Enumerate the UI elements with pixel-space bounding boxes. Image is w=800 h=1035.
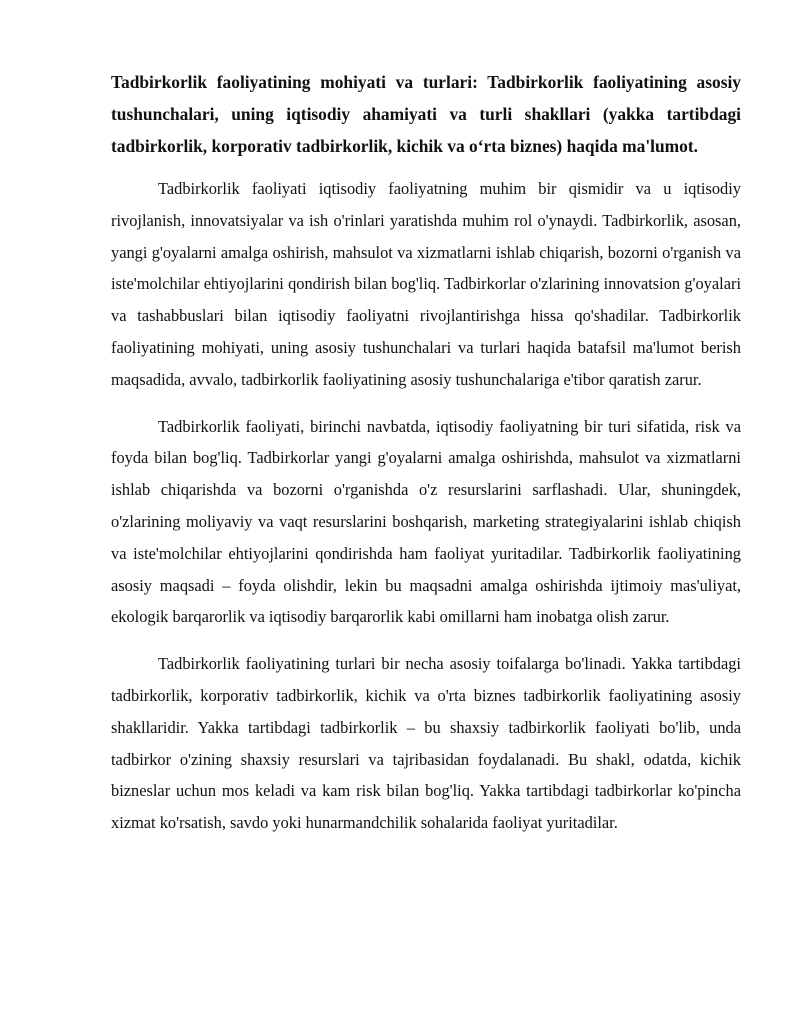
paragraph-3: Tadbirkorlik faoliyatining turlari bir necha asosiy toifalarga bo'linadi. Yakka tartibdagi tadbirkorlik, korporativ tadbirkorlik, kichik va o'rta biznes tadbirkorlik faoliyatining asosiy shakllaridir. Yakka tartibdagi tadbirkorlik – bu shaxsiy tadbirkorlik faoliyati bo'lib, unda tadbirkor o'zining shaxsiy resurslari va tajribasidan foydalanadi. Bu shakl, odatda, kichik bizneslar uchun mos keladi va kam risk bilan bog'liq. Yakka tartibdagi tadbirkorlar ko'pincha xizmat ko'rsatish, savdo yoki hunarmandchilik sohalarida faoliyat yuritadilar. [111, 654, 741, 833]
document-title: Tadbirkorlik faoliyatining mohiyati va turlari: Tadbirkorlik faoliyatining asosiy tushunchalari, uning iqtisodiy ahamiyati va turli shakllari (yakka tartibdagi tadbirkorlik, korporativ tadbirkorlik, kichik va o‘rta biznes) haqida ma'lumot. [111, 72, 741, 156]
paragraph-1: Tadbirkorlik faoliyati iqtisodiy faoliyatning muhim bir qismidir va u iqtisodiy rivojlanish, innovatsiyalar va ish o'rinlari yaratishda muhim rol o'ynaydi. Tadbirkorlik, asosan, yangi g'oyalarni amalga oshirish, mahsulot va xizmatlarni ishlab chiqarish, bozorni o'rganish va iste'molchilar ehtiyojlarini qondirish bilan bog'liq. Tadbirkorlar o'zlarining innovatsion g'oyalari va tashabbuslari bilan iqtisodiy faoliyatni rivojlantirishga hissa qo'shadilar. Tadbirkorlik faoliyatining mohiyati, uning asosiy tushunchalari va turlari haqida batafsil ma'lumot berish maqsadida, avvalo, tadbirkorlik faoliyatining asosiy tushunchalariga e'tibor qaratish zarur. [111, 179, 741, 389]
document-page [111, 66, 741, 854]
paragraph-2: Tadbirkorlik faoliyati, birinchi navbatda, iqtisodiy faoliyatning bir turi sifatida, risk va foyda bilan bog'liq. Tadbirkorlar yangi g'oyalarni amalga oshirishda, mahsulot va xizmatlarni ishlab chiqarishda va bozorni o'rganishda o'z resurslarini sarflashadi. Ular, shuningdek, o'zlarining moliyaviy va vaqt resurslarini boshqarish, marketing strategiyalarini ishlab chiqish va iste'molchilar ehtiyojlarini qondirishda ham faoliyat yuritadilar. Tadbirkorlik faoliyatining asosiy maqsadi – foyda olishdir, lekin bu maqsadni amalga oshirishda ijtimoiy mas'uliyat, ekologik barqarorlik va iqtisodiy barqarorlik kabi omillarni ham inobatga olish zarur. [111, 416, 741, 627]
